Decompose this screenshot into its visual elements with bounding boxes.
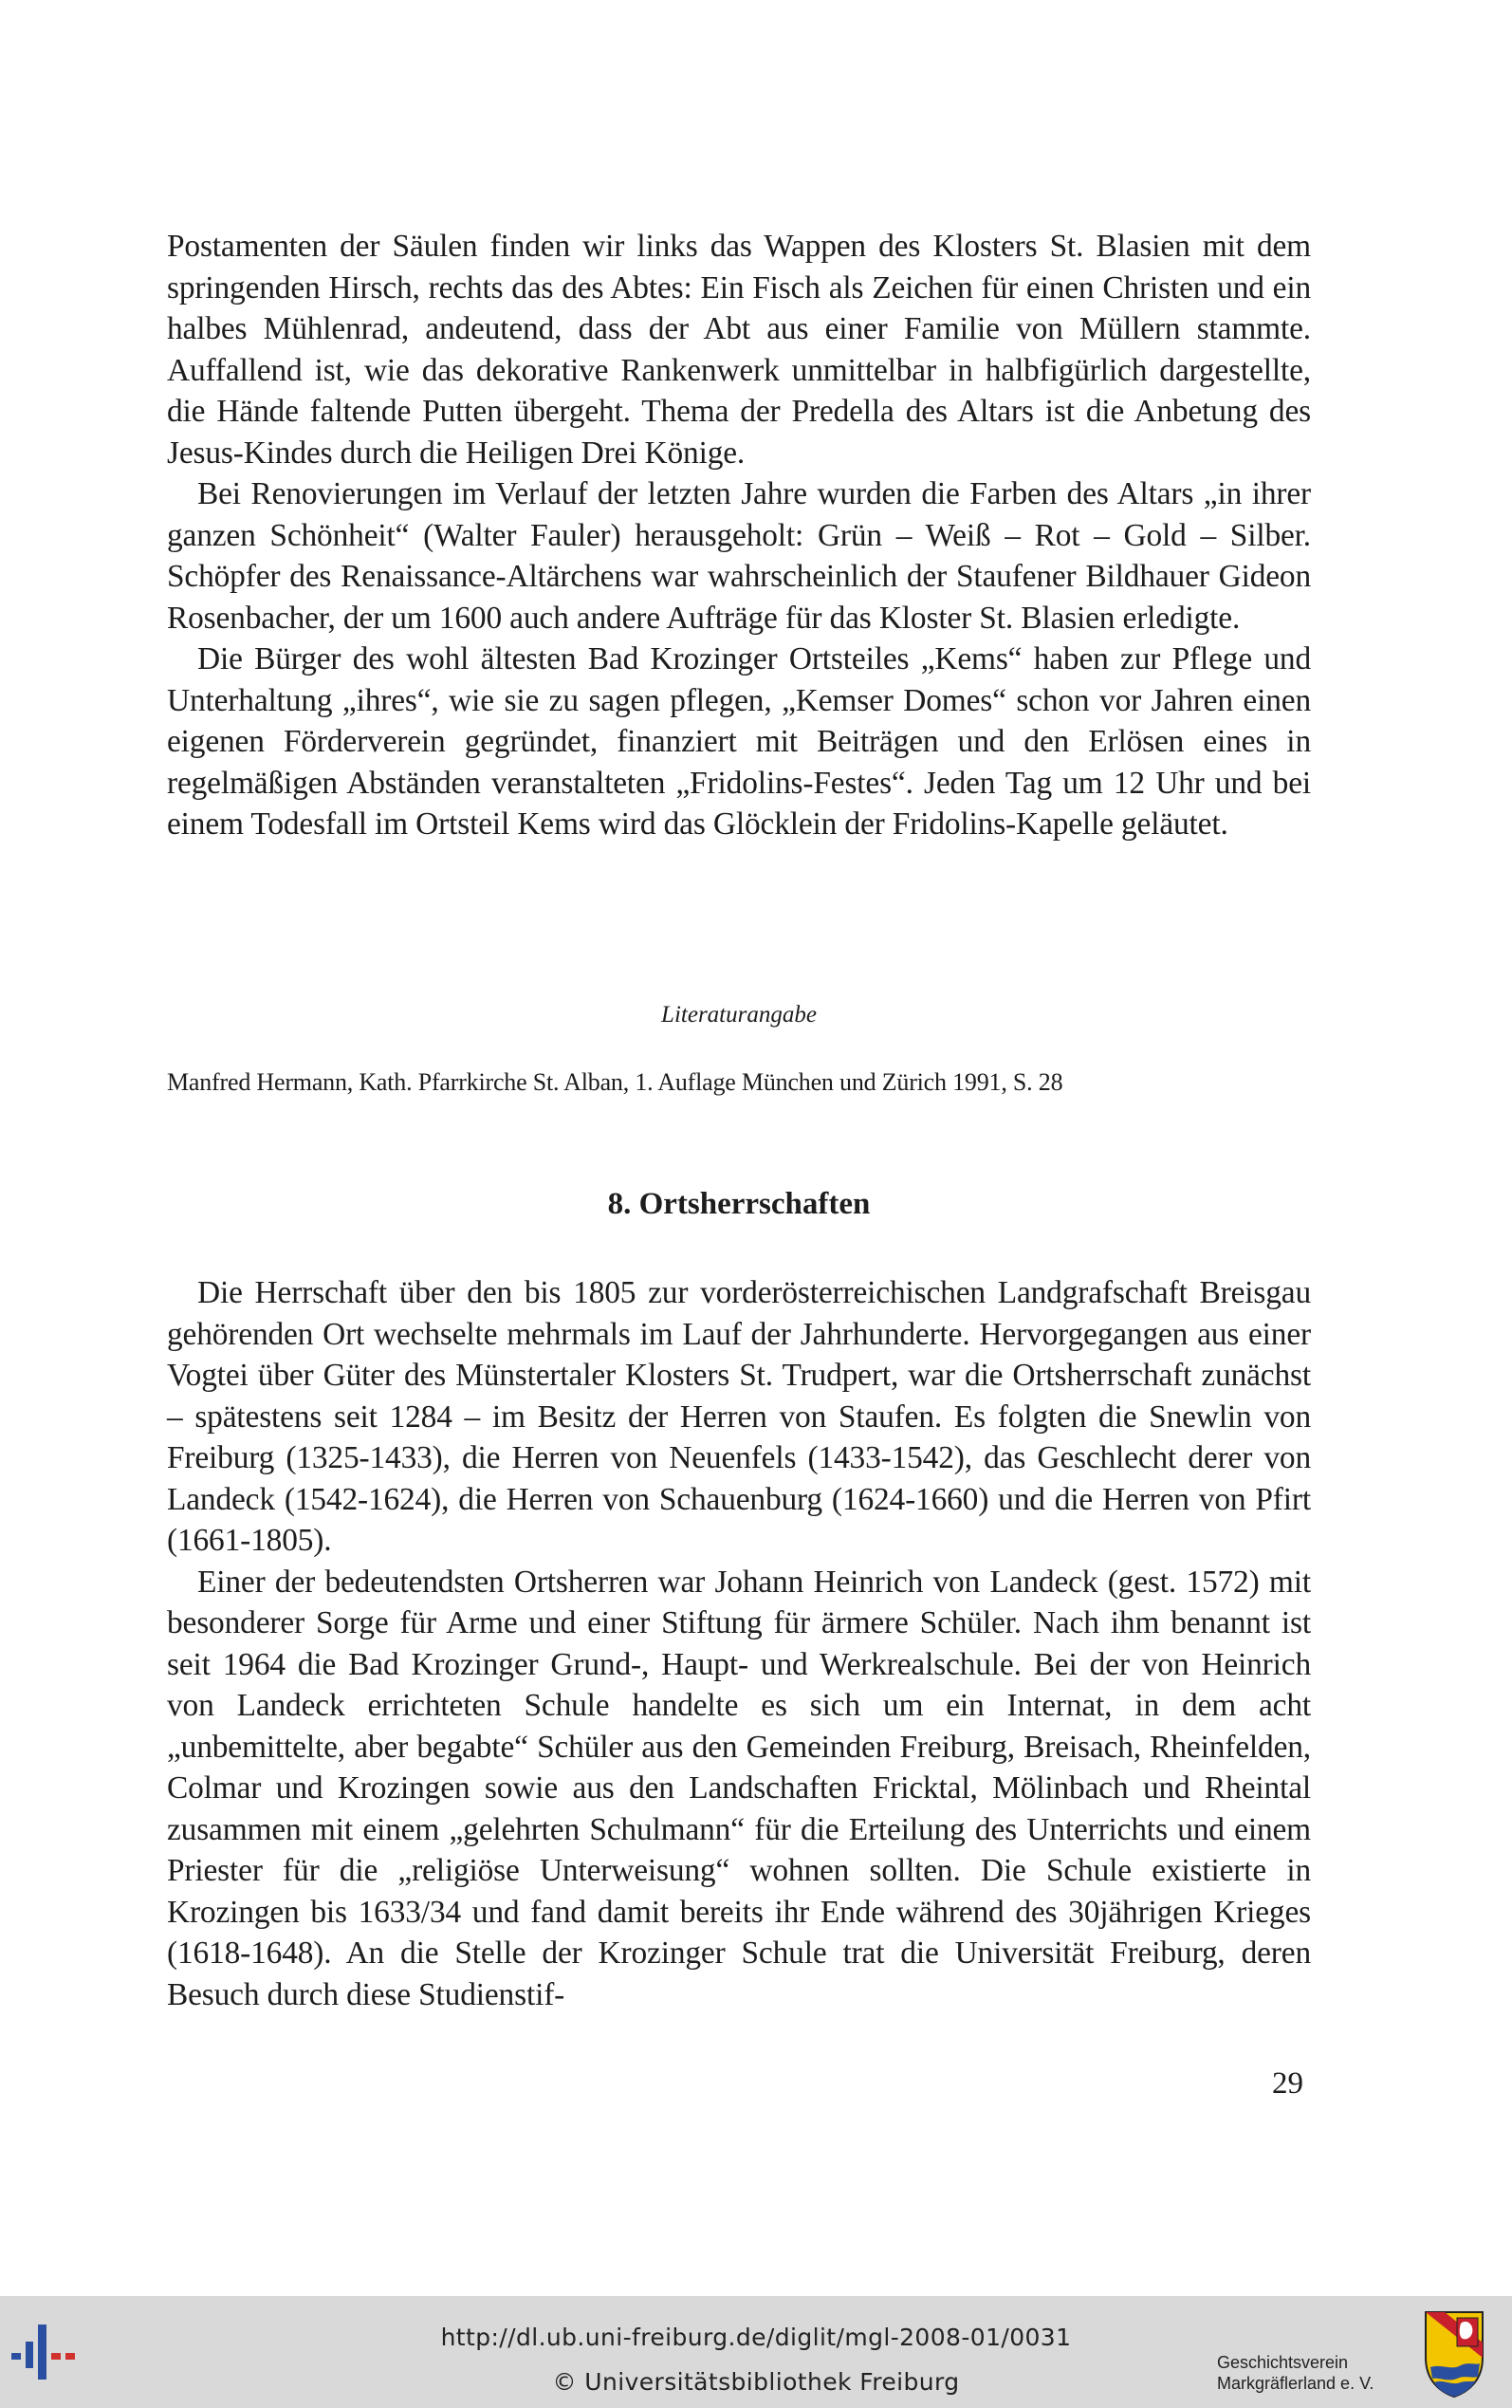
text-block-top [167, 226, 1311, 845]
org-name-line2: Markgräflerland e. V. [1217, 2374, 1374, 2393]
page-number: 29 [1272, 2066, 1303, 2101]
paragraph: Die Bürger des wohl ältesten Bad Krozinger Ortsteiles „Kems“ haben zur Pflege und Unterhaltung „ihres“, wie sie zu sagen pflegen, „Kemser Domes“ schon vor Jahren einen eigenen Förderverein gegründet, finanziert mit Beiträgen und den Erlösen eines in regelmäßigen Abständen veranstalteten „Fridolins-Festes“. Jeden Tag um 12 Uhr und bei einem Todesfall im Ortsteil Kems wird das Glöcklein der Fridolins-Kapelle geläutet. [167, 641, 1311, 842]
text-block-section [167, 1272, 1311, 2015]
coat-of-arms-icon [1423, 2308, 1485, 2399]
paragraph: Bei Renovierungen im Verlauf der letzten Jahre wurden die Farben des Altars „in ihrer ganzen Schönheit“ (Walter Fauler) herausgeholt: Grün – Weiß – Rot – Gold – Silber. Schöpfer des Renaissance-Altärchens war wahrscheinlich der Staufener Bildhauer Gideon Rosenbacher, der um 1600 auch andere Aufträge für das Kloster St. Blasien erledigte. [167, 476, 1311, 636]
paragraph: Postamenten der Säulen finden wir links das Wappen des Klosters St. Blasien mit dem springenden Hirsch, rechts das des Abtes: Ein Fisch als Zeichen für einen Christen und ein halbes Mühlenrad, andeutend, dass der Abt aus einer Familie von Müllern stammte. Auffallend ist, wie das dekorative Rankenwerk unmittelbar in halbfigürlich dargestellte, die Hände faltende Putten übergeht. Thema der Predella des Altars ist die Anbetung des Jesus-Kindes durch die Heiligen Drei Könige. [167, 229, 1311, 471]
footer-organization [1217, 2352, 1407, 2394]
paragraph: Einer der bedeutendsten Ortsherren war Johann Heinrich von Landeck (gest. 1572) mit besonderer Sorge für Arme und einer Stiftung für ärmere Schüler. Nach ihm benannt ist seit 1964 die Bad Krozinger Grund-, Haupt- und Werkrealschule. Bei der von Heinrich von Landeck errichteten Schule handelte es sich um ein Internat, in dem acht „unbemittelte, aber begabte“ Schüler aus den Gemeinden Freiburg, Breisach, Rheinfelden, Colmar und Krozingen sowie aus den Landschaften Fricktal, Mölinbach und Rheintal zusammen mit einem „gelehrten Schulmann“ für die Erteilung des Unterrichts und einem Priester für die „religiöse Unterweisung“ wohnen sollten. Die Schule existierte in Krozingen bis 1633/34 und fand damit bereits ihr Ende während des 30jährigen Krieges (1618-1648). An die Stelle der Krozinger Schule trat die Universität Freiburg, deren Besuch durch diese Studienstif- [167, 1564, 1311, 2012]
footer-copyright: © Universitätsbibliothek Freiburg [552, 2368, 960, 2396]
literature-entry: Manfred Hermann, Kath. Pfarrkirche St. Alban, 1. Auflage München und Zürich 1991, S. 28 [167, 1068, 1063, 1096]
footer-url-link[interactable]: http://dl.ub.uni-freiburg.de/diglit/mgl-2008-01/0031 [440, 2324, 1072, 2351]
paragraph: Die Herrschaft über den bis 1805 zur vorderösterreichischen Landgrafschaft Breisgau gehörenden Ort wechselte mehrmals im Lauf der Jahrhunderte. Hervorgegangen aus einer Vogtei über Güter des Münstertaler Klosters St. Trudpert, war die Ortsherrschaft zunächst – spätestens seit 1284 – im Besitz der Herren von Staufen. Es folgten die Snewlin von Freiburg (1325-1433), die Herren von Neuenfels (1433-1542), das Geschlecht derer von Landeck (1542-1624), die Herren von Schauenburg (1624-1660) und die Herren von Pfirt (1661-1805). [167, 1275, 1311, 1558]
footer-bar [0, 2296, 1512, 2408]
section-heading: 8. Ortsherrschaften [607, 1187, 871, 1221]
literature-heading: Literaturangabe [661, 1002, 817, 1028]
org-name-line1: Geschichtsverein [1217, 2353, 1349, 2372]
